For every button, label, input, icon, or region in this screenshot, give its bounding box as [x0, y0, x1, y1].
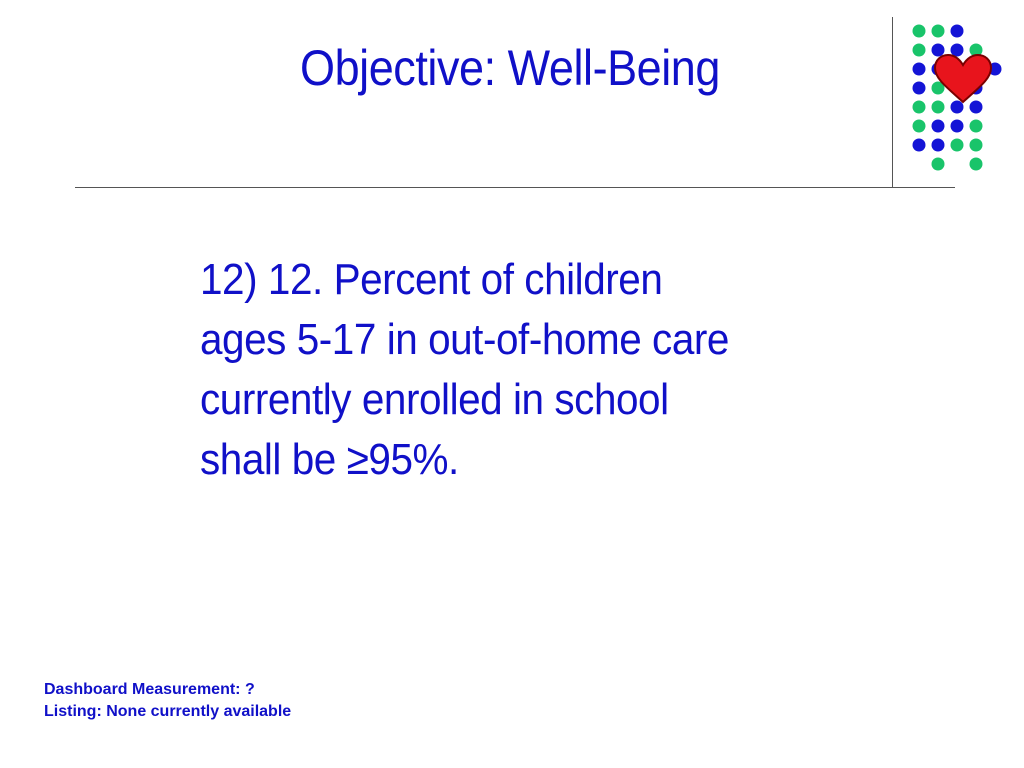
logo-dot	[932, 25, 945, 38]
dots-heart-icon	[905, 20, 1005, 175]
logo-dot	[951, 101, 964, 114]
slide-title: Objective: Well-Being	[300, 40, 720, 96]
objective-text	[200, 250, 862, 490]
logo-dot	[951, 25, 964, 38]
listing-note: Listing: None currently available	[44, 703, 292, 720]
logo-dot	[913, 139, 926, 152]
logo-dot	[913, 44, 926, 57]
objective-line: 12) 12. Percent of children	[200, 255, 663, 304]
logo-dot	[913, 82, 926, 95]
footer-notes	[44, 679, 291, 723]
objective-line: currently enrolled in school	[200, 375, 669, 424]
logo-dot	[932, 158, 945, 171]
objective-line: ages 5-17 in out-of-home care	[200, 315, 729, 364]
logo-dot	[970, 120, 983, 133]
logo-dot	[970, 101, 983, 114]
logo-dot	[932, 139, 945, 152]
heart-icon	[935, 55, 991, 102]
logo-dot	[932, 101, 945, 114]
logo-dot	[951, 120, 964, 133]
horizontal-divider	[75, 187, 955, 188]
vertical-divider	[892, 17, 893, 187]
logo-dot	[951, 139, 964, 152]
logo-dot	[932, 120, 945, 133]
logo-dot	[913, 101, 926, 114]
logo-dot	[970, 139, 983, 152]
logo-dot	[913, 63, 926, 76]
logo-dot	[932, 44, 945, 57]
dashboard-measurement-note: Dashboard Measurement: ?	[44, 681, 255, 698]
objective-line: shall be ≥95%.	[200, 435, 459, 484]
logo-dot	[951, 44, 964, 57]
logo-dot	[913, 120, 926, 133]
logo-dot	[970, 158, 983, 171]
logo-dot	[913, 25, 926, 38]
